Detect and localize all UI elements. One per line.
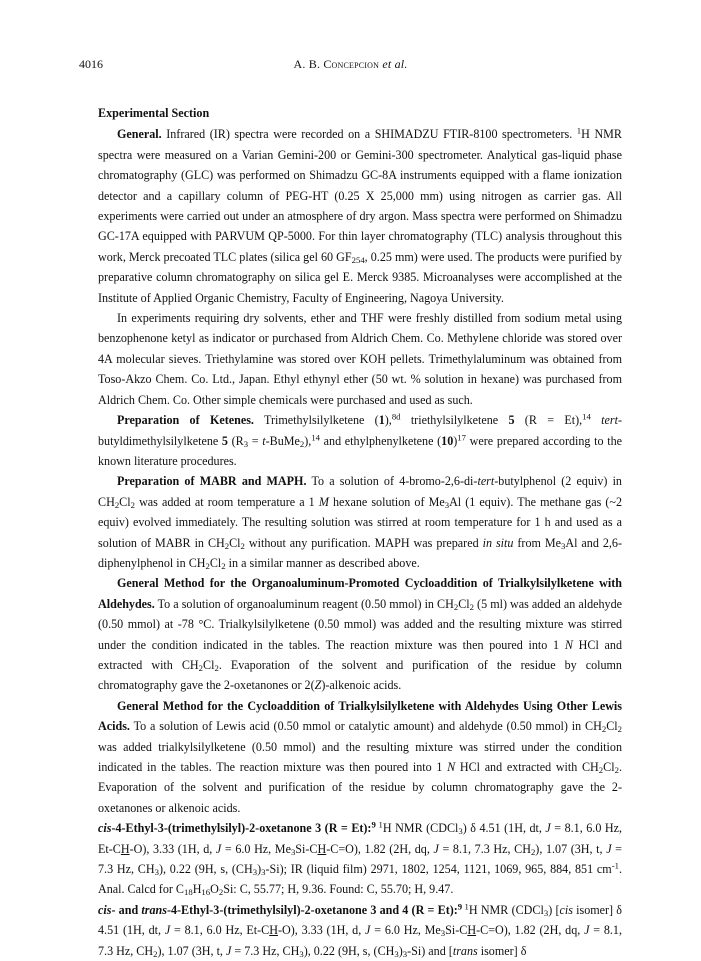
general-heading: General. [117, 127, 162, 142]
compounds-3-4-paragraph [98, 900, 622, 961]
text-span: Infrared (IR) spectra were recorded on a SHIMADZU FTIR-8100 spectrometers. [161, 127, 577, 142]
lewis-acid-paragraph [98, 696, 622, 818]
running-head [0, 57, 701, 72]
italic-text: cis [98, 902, 112, 917]
reference-citation: 17 [457, 432, 466, 443]
subscript: 3 [444, 499, 450, 510]
text-span: Si-C [445, 923, 468, 938]
italic-text: J [215, 841, 222, 856]
organoaluminum-heading: General Method for the Organoaluminum-Promoted Cycloaddition of Trialkylsilylketene with Aldehydes. [98, 576, 622, 611]
text-span: Si-C [295, 841, 318, 856]
text-span: . Anal. Calcd for C [98, 862, 622, 897]
subscript: 2 [240, 540, 245, 551]
mabr-heading: Preparation of MABR and MAPH. [117, 474, 307, 489]
text-span: without any purification. MAPH was prepared [244, 535, 483, 550]
subscript: 2 [221, 560, 226, 571]
reference-citation: 14 [311, 432, 321, 443]
text-span: = 7.3 Hz, CH [98, 841, 622, 877]
compound-number: 5 [508, 413, 515, 428]
subscript: 3 [440, 928, 446, 939]
compounds-3-4-heading [98, 903, 462, 917]
subscript: 2 [453, 601, 459, 612]
text-span: In experiments requiring dry solvents, ether and THF were freshly distilled from sodium metal using benzophenone ketyl as indicator or purchased from Aldrich Chem. Co. Methylene chloride was stored over 4A molecular sieves. Triethylamine was stored over KOH pellets. Trimethylaluminum was obtained from Toso-Akzo Chem. Co. Ltd., Japan. Ethyl ethynyl ether (50 wt. % solution in hexane) was purchased from Aldrich Chem. Co. Other simple chemicals were purchased and used as such. [98, 311, 622, 407]
subscript: 3 [243, 438, 249, 449]
text-span: -butylphenol (2 equiv) in CH [98, 474, 622, 509]
running-head-authors: A. B. Concepcion [293, 57, 380, 71]
italic-text: J [225, 943, 232, 958]
ketenes-heading: Preparation of Ketenes. [117, 413, 254, 428]
text-span: )-alkenoic acids. [321, 678, 402, 693]
superscript: -1 [611, 860, 619, 871]
italic-text: Z [314, 678, 322, 693]
subscript: 3 [299, 948, 304, 959]
compound-number: 10 [441, 433, 454, 448]
text-span: -butyldimethylsilylketene [98, 413, 622, 448]
text-span: = 8.1, 7.3 Hz, CH [98, 923, 622, 958]
text-span: -4-Ethyl-3-(trimethylsilyl)-2-oxetanone 3 and 4 (R = Et): [166, 902, 458, 917]
text-span: Al (1 equiv). The methane gas (~2 equiv) evolved immediately. The resulting solution was stirred at room temperature for 1 h and used as a solution of MABR in CH [98, 494, 622, 550]
text-span: Si: C, 55.77; H, 9.36. Found: C, 55.70; H, 9.47. [223, 882, 454, 897]
text-span: H NMR spectra were measured on a Varian Gemini-200 or Gemini-300 spectrometer. Analytical gas-liquid phase chromatography (GLC) was performed on Shimadzu GC-8A instruments equipped with a flame ionization detector and a capillary column of PEG-HT (0.25 X 25,000 mm) using nitrogen as carrier gas. All experiments were carried out under an atmosphere of dry argon. Mass spectra were performed on Shimadzu GC-17A equipped with PARVUM QP-5000. For thin layer chromatography (TLC) analysis throughout this work, Merck precoated TLC plates (silica gel 60 GF [98, 127, 622, 264]
subscript: 2 [299, 438, 305, 449]
text-span: ) [453, 433, 458, 448]
italic-text: trans [452, 943, 478, 958]
subscript: 3 [290, 846, 296, 857]
text-span: triethylsilylketene [400, 413, 509, 428]
text-span: -Si); IR (liquid film) 2971, 1802, 1254, 1121, 1069, 965, 884, 851 cm [265, 862, 612, 877]
text-span: ) [398, 943, 403, 958]
compound-3-heading [98, 821, 376, 835]
mabr-paragraph [98, 471, 622, 573]
text-span: -C=O), 1.82 (2H, dq, [326, 841, 434, 856]
text-span: = 8.1, 6.0 Hz, Et-C [98, 821, 622, 856]
superscript: 1 [375, 819, 383, 830]
text-span: ), 0.22 (9H, s, (CH [303, 943, 395, 958]
subscript: 2 [198, 662, 204, 673]
text-span: was added trialkylsilylketene (0.50 mmol) and the resulting mixture was stirred under the condition indicated in the tables. The reaction mixture was then poured into 1 [98, 739, 622, 774]
text-span: = 6.0 Hz, Me [221, 841, 291, 856]
subscript: 2 [598, 764, 604, 775]
subscript: 3 [561, 540, 566, 551]
text-span: ) δ 4.51 (1H, dt, [462, 821, 546, 836]
reference-citation: 14 [582, 411, 591, 422]
text-span: ), 0.22 (9H, s, (CH [158, 862, 253, 877]
text-span: Cl [603, 760, 615, 774]
reference-citation: 9 [371, 819, 376, 830]
italic-text: t [262, 433, 266, 448]
subscript: 2 [601, 724, 607, 735]
text-span: (R = Et), [514, 413, 583, 428]
italic-text: J [545, 821, 551, 836]
italic-text: cis [559, 902, 573, 917]
italic-text: N [564, 637, 573, 652]
dry-solvents-paragraph [98, 308, 622, 410]
general-paragraph [98, 124, 622, 308]
text-span: -BuMe [265, 433, 300, 448]
underlined-atom: H [120, 841, 130, 856]
text-span: - and [111, 902, 142, 917]
page-number: 4016 [79, 57, 103, 71]
article-body [98, 103, 622, 961]
text-span: = 8.1, 7.3 Hz, CH [438, 841, 531, 856]
subscript: 18 [183, 887, 193, 898]
subscript: 3 [458, 826, 463, 837]
text-span: = [248, 433, 263, 448]
subscript: 2 [214, 662, 219, 673]
text-span: ), 1.07 (3H, t, [535, 841, 607, 856]
subscript: 2 [218, 887, 224, 898]
text-span: -O), 3.33 (1H, d, [277, 923, 366, 938]
subscript: 2 [114, 499, 120, 510]
running-head-et-al: et al. [382, 57, 408, 71]
italic-text: tert [477, 474, 495, 489]
text-span: hexane solution of Me [328, 494, 445, 509]
text-span: Trimethylsilylketene ( [253, 413, 379, 428]
text-span: -Si) and [ [407, 943, 453, 958]
compound-3-paragraph [98, 818, 622, 900]
text-span: H NMR (CDCl [382, 821, 459, 836]
text-span: ) [257, 862, 262, 877]
text-span: HCl and extracted with CH [98, 637, 622, 672]
text-span: . Evaporation of the solvent and purification of the residue by column chromatography gave the 2-oxetanones or 2( [98, 657, 622, 693]
subscript: 3 [394, 948, 399, 959]
italic-text: M [318, 494, 329, 509]
text-span: Cl [119, 494, 131, 509]
italic-text: trans [141, 902, 167, 917]
superscript: 1 [576, 126, 582, 137]
underlined-atom: H [317, 841, 327, 856]
text-span: from Me [513, 535, 561, 550]
subscript: 3 [543, 907, 549, 918]
italic-text: N [447, 760, 456, 774]
text-span: = 6.0 Hz, Me [370, 923, 441, 938]
italic-text: in situ [482, 535, 514, 550]
text-span: Cl [203, 657, 215, 672]
subscript: 3 [252, 866, 258, 877]
subscript: 2 [224, 540, 230, 551]
reference-citation: 8d [391, 411, 401, 422]
subscript: 2 [205, 560, 210, 571]
text-span: Cl [606, 719, 618, 734]
text-span: Cl [458, 596, 470, 611]
ketenes-paragraph [98, 410, 622, 471]
text-span: -4-Ethyl-3-(trimethylsilyl)-2-oxetanone 3 (R = Et): [111, 821, 372, 836]
subscript: 2 [614, 764, 619, 775]
italic-text: J [606, 841, 612, 856]
text-span: isomer] δ [477, 943, 527, 958]
underlined-atom: H [269, 923, 278, 938]
italic-text: tert [590, 413, 618, 428]
text-span: isomer] δ 4.51 (1H, dt, [98, 902, 622, 938]
section-title: Experimental Section [98, 106, 210, 120]
compound-number: 5 [221, 433, 228, 448]
text-span: Cl [229, 535, 241, 550]
subscript: 2 [530, 846, 536, 857]
compound-number: 1 [378, 413, 385, 428]
text-span: -O), 3.33 (1H, d, [129, 841, 216, 856]
text-span: in a similar manner as described above. [225, 555, 420, 570]
text-span: = 8.1, 6.0 Hz, Et-C [170, 923, 270, 938]
text-span: . Evaporation of the solvent and purification of the residue by column chromatography gave the 2-oxetanones or alkenoic acids. [98, 760, 622, 815]
italic-text: cis [98, 821, 112, 836]
italic-text: J [365, 923, 371, 938]
text-span: H [192, 882, 202, 897]
text-span: To a solution of 4-bromo-2,6-di- [306, 474, 478, 489]
subscript: 2 [153, 948, 158, 959]
text-span: were prepared according to the known literature procedures. [98, 433, 622, 468]
subscript: 2 [617, 724, 622, 735]
underlined-atom: H [467, 923, 477, 938]
text-span: Cl [209, 555, 222, 570]
text-span: , 0.25 mm) were used. The products were purified by preparative column chromatography on silica gel E. Merck 9385. Microanalyses were accomplished at the Institute of Applied Organic Chemistry, Faculty of Engineering, Nagoya University. [98, 249, 622, 305]
text-span: (R [227, 433, 244, 448]
organoaluminum-paragraph [98, 573, 622, 695]
subscript: 254 [351, 254, 365, 265]
text-span: and ethylphenylketene ( [320, 433, 442, 448]
text-span: To a solution of Lewis acid (0.50 mmol or catalytic amount) and aldehyde (0.50 mmol) in CH [129, 719, 602, 734]
text-span: ), 1.07 (3H, t, [157, 943, 226, 958]
reference-citation: 9 [457, 901, 463, 912]
text-span: HCl and extracted with CH [455, 760, 599, 774]
text-span: = 7.3 Hz, CH [231, 943, 300, 958]
subscript: 16 [201, 887, 211, 898]
superscript: 1 [462, 901, 469, 912]
text-span: ), [304, 433, 312, 448]
text-span: (5 ml) was added an aldehyde (0.50 mmol) at -78 °C. Trialkylsilylketene (0.50 mmol) was added and the resulting mixture was stirred under the condition indicated in the tables. The reaction mixture was then poured into 1 [98, 596, 622, 652]
text-span: To a solution of organoaluminum reagent (0.50 mmol) in CH [154, 596, 454, 611]
italic-text: J [433, 841, 439, 856]
text-span: was added at room temperature a 1 [134, 494, 319, 509]
text-span: O [210, 882, 219, 897]
subscript: 2 [469, 601, 474, 612]
text-span: Al and 2,6-diphenylphenol in CH [98, 535, 622, 570]
subscript: 3 [261, 866, 266, 877]
text-span: ), [384, 413, 392, 428]
text-span: -C=O), 1.82 (2H, dq, [476, 923, 585, 938]
text-span: H NMR (CDCl [468, 902, 544, 917]
italic-text: J [164, 923, 171, 938]
lewis-acid-heading: General Method for the Cycloaddition of Trialkylsilylketene with Aldehydes Using Other Lewis Acids. [98, 698, 622, 734]
subscript: 3 [154, 866, 159, 877]
subscript: 3 [402, 948, 408, 959]
text-span: ) [ [548, 902, 560, 917]
italic-text: J [584, 923, 590, 938]
subscript: 2 [130, 499, 135, 510]
